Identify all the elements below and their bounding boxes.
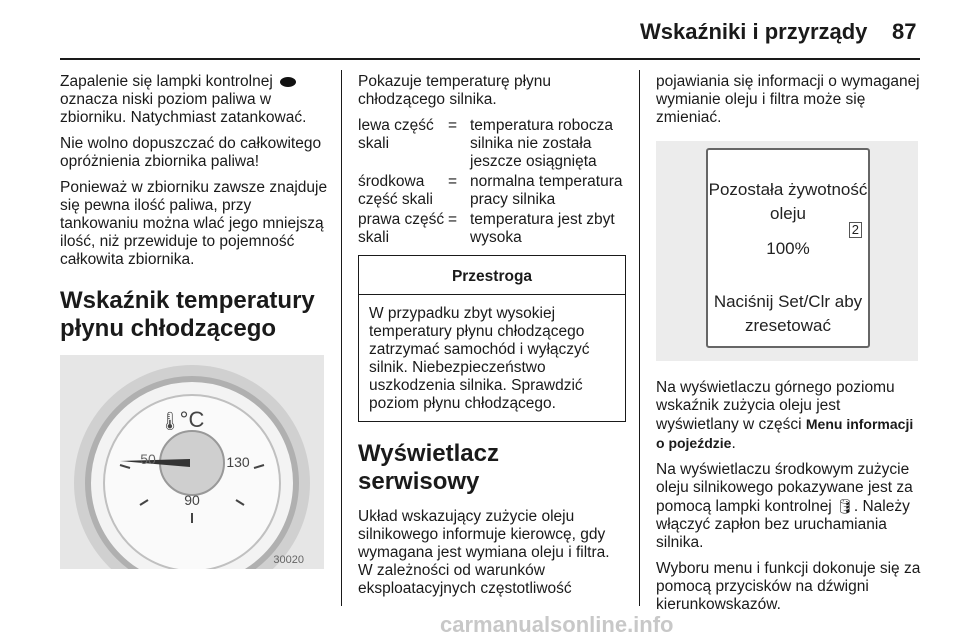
section-heading-coolant: Wskaźnik temperatury płynu chłodzącego [60,287,315,342]
page-number: 87 [892,19,917,44]
coolant-temp-icon: 🌡 [158,411,182,431]
fuel-paragraph [60,73,328,127]
definition-desc: temperatura jest zbyt wysoka [470,211,615,246]
definition-sep: = [448,173,458,190]
definition-term: lewa część skali [358,117,434,152]
definition-desc: temperatura robocza silnika nie została jeszcze osiągnięta [470,117,614,170]
column-1 [60,73,328,569]
oil-change-paragraph: pojawiania się informacji o wymaganej wymianie oleju i filtra może się zmieniać. [656,73,920,126]
column-2 [358,73,626,606]
header-rule [60,58,920,60]
caution-body: W przypadku zbyt wysokiej temperatury płynu chłodzącego zatrzymać samochód i wyłączyć silnik. Niebezpieczeństwo uszkodzenia silnika. Sprawdzić poziom płynu chłodzącego. [369,305,590,412]
definition-row [358,117,626,171]
definition-list [358,117,626,247]
menu-selection-paragraph: Wyboru menu i funkcji dokonuje się za pomocą przycisków na dźwigni kierunkowskazów. [656,560,921,613]
definition-row [358,211,626,247]
definition-desc: normalna temperatura pracy silnika [470,173,623,208]
gauge-low-label: 50 [140,451,156,467]
definition-sep: = [448,117,458,134]
definition-term: środkowa część skali [358,173,433,208]
top-display-period: . [731,435,736,452]
display-oil-life-value: 100% [766,239,810,258]
fuel-warning-paragraph: Nie wolno dopuszczać do całkowitego opróżnienia zbiornika paliwa! [60,135,322,170]
watermark: carmanualsonline.info [440,612,674,637]
vehicle-info-menu-ref: Menu informacji o pojeździe [656,416,914,451]
display-panel [706,148,870,348]
fuel-text-b: oznacza niski poziom paliwa w zbiorniku. Natychmiast zatankować. [60,91,307,126]
section-heading-service: Wyświetlacz serwisowy [358,440,499,495]
column-divider-2 [639,70,640,606]
display-reset-hint: Naciśnij Set/Clr aby zresetować [713,292,863,335]
gauge-high-label: 130 [226,454,250,470]
coolant-gauge-image [60,355,324,569]
gauge-unit-label: °C [179,407,205,432]
oil-can-icon: 🛢 [836,498,854,514]
caution-title: Przestroga [359,256,625,295]
mid-display-text-b: . Należy włączyć zapłon bez uruchamiania silnika. [656,498,910,551]
definition-sep: = [448,211,458,228]
display-page-badge: 2 [849,222,862,238]
definition-row [358,173,626,209]
definition-term: prawa część skali [358,211,445,246]
column-divider-1 [341,70,342,606]
top-display-text: Na wyświetlaczu górnego poziomu wskaźnik zużycia oleju jest wyświetlany w części [656,379,895,433]
page-header-title: Wskaźniki i przyrządy [640,19,868,44]
coolant-intro: Pokazuje temperaturę płynu chłodzącego silnika. [358,73,552,108]
gauge-mid-label: 90 [184,492,200,508]
service-paragraph: Układ wskazujący zużycie oleju silnikowego informuje kierowcę, gdy wymagana jest wymiana oleju i filtra. W zależności od warunków eksploatacyjnych częstotliwość [358,508,610,597]
fuel-warning-icon [280,77,296,87]
column-3 [656,73,924,622]
mid-display-paragraph [656,461,924,552]
top-display-paragraph [656,379,924,453]
oil-life-display-image [656,141,918,361]
figure-reference: 30020 [273,554,304,566]
caution-box [358,255,626,422]
fuel-capacity-paragraph: Ponieważ w zbiorniku zawsze znajduje się pewna ilość paliwa, przy tankowaniu można wlać jego mniejszą ilość, niż przewiduje to pojemność całkowita zbiornika. [60,179,328,268]
mid-display-text-a: Na wyświetlaczu środkowym zużycie oleju silnikowego pokazywane jest za pomocą lampki kontrolnej [656,461,913,515]
fuel-text-a: Zapalenie się lampki kontrolnej [60,73,273,90]
display-oil-life-label: Pozostała żywotność oleju [708,180,868,223]
